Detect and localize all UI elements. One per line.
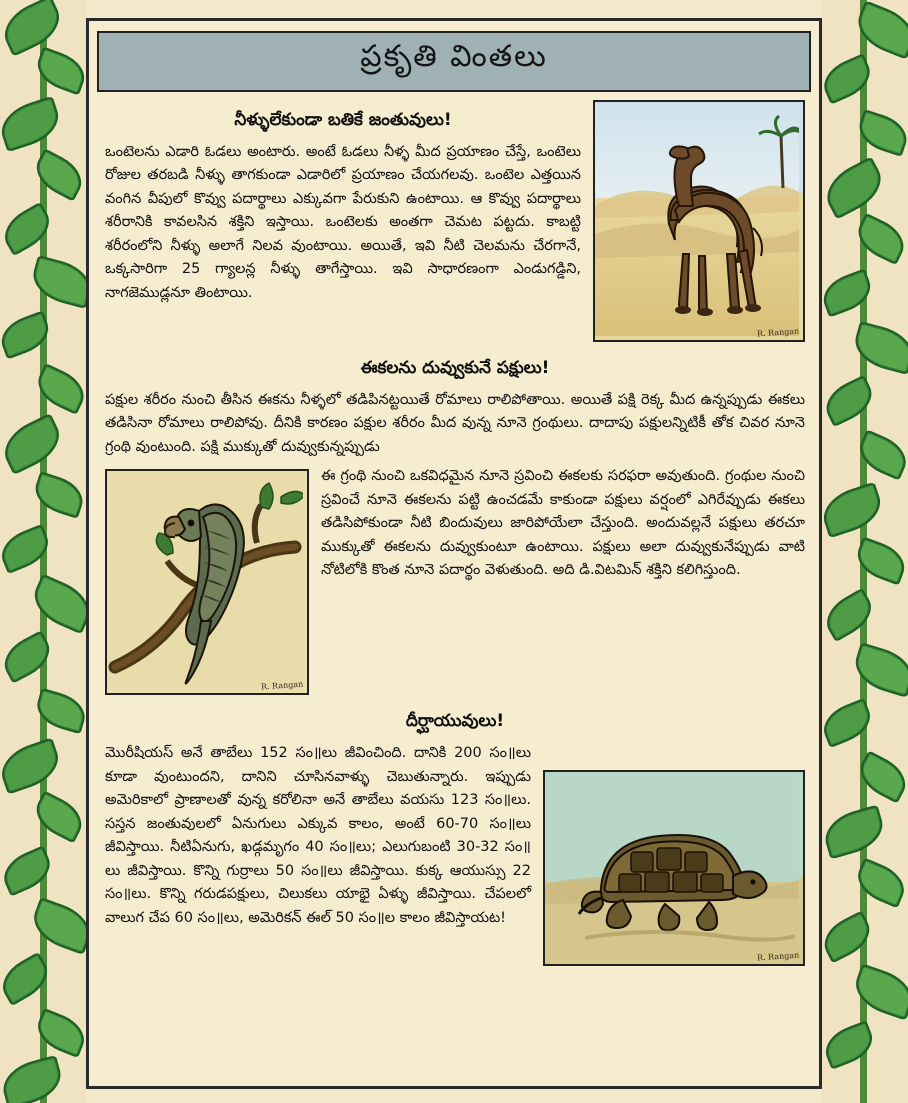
- artist-signature: R. Rangan: [756, 950, 800, 963]
- page-title: ప్రకృతి వింతలు: [360, 39, 548, 74]
- leaf-icon: [822, 375, 879, 427]
- tortoise-drawing: [545, 772, 799, 960]
- leaf-icon: [27, 897, 86, 955]
- leaf-icon: [0, 96, 65, 153]
- section-paragraph-2a: పక్షుల శరీరం నుంచి తీసిన ఈకను నీళ్ళలో తడిపినట్టయితే రోమాలు రాలిపోతాయి. అయితే పక్షి రెక్క మీద ఉన్నప్పుడు ఈకలు తడిసినా రోమాలు రాలిపోవు. దీనికి కారణం పక్షుల శరీరం మీద వున్న నూనె గ్రంథులు. దాదాపు పక్షులన్నిటికీ తోక చివర నూనె గ్రంథి వుంటుంది. పక్షి ముక్కుతో దువ్వుకున్నప్పుడు: [105, 392, 805, 455]
- section-paragraph-1: ఒంటెలను ఎడారి ఓడలు అంటారు. అంటే ఓడలు నీళ్ళ మీద ప్రయాణం చేస్తే, ఒంటెలు రోజుల తరబడి నీళ్ళు తాగకుండా ఎడారిలో ప్రయాణం చేయగలవు. ఒంటెల ఎత్తయిన వంగిన వీపులో కొవ్వు పదార్థాలు ఎక్కువగా పేరుకుని ఉంటాయి. ఆ కొవ్వు పదార్థాలు శరీరానికి కావలసిన శక్తిని ఇస్తాయి. ఒంటెలకు అంతగా చెమట పట్టదు. కాబట్టి శరీరంలోని నీళ్ళు అలాగే నిలవ వుంటాయి. అయితే, ఇవి నీటి చెలమను చేరగానే, ఒక్కసారిగా 25 గ్యాలన్ల నీళ్ళు తాగేస్తాయి. ఇవి సాధారణంగా ఎండుగడ్డిని, నాగజెముడ్లనూ తింటాయి.: [105, 144, 581, 301]
- right-vine-border: [822, 0, 908, 1103]
- leaf-icon: [822, 53, 877, 104]
- section-heading-1: నీళ్ళులేకుండా బతికే జంతువులు!: [234, 110, 452, 130]
- leaf-icon: [0, 1055, 66, 1103]
- leaf-icon: [0, 737, 65, 794]
- artist-signature: R. Rangan: [756, 326, 800, 339]
- parrot-drawing: [107, 471, 303, 689]
- leaf-icon: [29, 148, 86, 201]
- leaf-icon: [822, 911, 877, 964]
- leaf-icon: [0, 413, 68, 475]
- leaf-icon: [822, 805, 888, 860]
- leaf-icon: [822, 268, 876, 317]
- leaf-icon: [28, 255, 86, 309]
- section-heading-3: దీర్ఘాయువులు!: [405, 711, 505, 732]
- leaf-icon: [0, 0, 68, 57]
- leaf-icon: [822, 698, 877, 748]
- tortoise-illustration: [543, 770, 805, 966]
- leaf-icon: [822, 482, 887, 539]
- leaf-icon: [0, 630, 57, 683]
- article-text-column: [89, 96, 819, 972]
- leaf-icon: [29, 791, 86, 844]
- leaf-icon: [822, 1020, 878, 1070]
- artist-signature: R. Rangan: [260, 679, 304, 692]
- article-body: [86, 18, 822, 1089]
- leaf-icon: [26, 574, 86, 635]
- leaf-icon: [849, 642, 908, 698]
- leaf-icon: [0, 845, 57, 896]
- leaf-icon: [0, 202, 57, 256]
- leaf-icon: [850, 321, 908, 375]
- leaf-icon: [30, 471, 86, 519]
- camel-drawing: [595, 102, 799, 336]
- left-vine-border: [0, 0, 86, 1103]
- leaf-icon: [822, 156, 890, 219]
- section-heading-2: ఈకలను దువ్వుకునే పక్షులు!: [360, 358, 550, 378]
- article-banner: [97, 31, 811, 92]
- section-paragraph-2b: ఈ గ్రంథి నుంచి ఒకవిధమైన నూనె స్రవించి ఈకలకు సరఫరా అవుతుంది. గ్రంథుల నుంచి స్రవించే నూనె ఈకలను పట్టి ఉంచడమే కాకుండా పక్షులు వర్షంలో ఎగిరేవ్పుడు ఈకలు తడిసిపోకుండా నీటి బిందువులు జారిపోయేలా చేస్తుంది. అందువల్లనే పక్షులు తరచూ ముక్కుతో ఈకలను దువ్వుకుంటూ ఉంటాయి. పక్షులు అలా దువ్వుకునేప్పుడు వాటి నోటిలోకి కొంత నూనె పదార్థం వెళుతుంది. అది డి.విటమిన్ శక్తిని కలిగిస్తుంది.: [321, 468, 805, 579]
- section-paragraph-3: మొరీషియస్ అనే తాబేలు 152 సం॥లు జీవించింది. దానికి 200 సం॥లు కూడా వుంటుందని, దానిని చూసినవాళ్ళు చెబుతున్నారు. ఇప్పుడు అమెరికాలో ప్రాణాలతో వున్న కరోలినా అనే తాబేలు వయసు 123 సం॥లు. సస్తన జంతువులలో ఏనుగులు ఎక్కువ కాలం, అంటే 60-70 సం॥లు జీవిస్తాయి. నీటిఏనుగు, ఖడ్గమృగం 40 సం॥లు; ఎలుగుబంటి 30-32 సం॥లు జీవిస్తాయి. కొన్ని గుర్రాలు 50 సం॥లు జీవిస్తాయి. కుక్క ఆయుస్సు 22 సం॥లు. కొన్ని గరుడపక్షులు, చిలుకలు యాభై ఏళ్ళు జీవిస్తాయి. చేపలలో వాలుగ చేప 60 సం॥లు, అమెరికన్ ఈల్ 50 సం॥ల కాలం జీవిస్తాయట!: [105, 745, 531, 926]
- camel-illustration: [593, 100, 805, 342]
- leaf-icon: [822, 588, 879, 642]
- leaf-icon: [849, 963, 908, 1020]
- parrot-illustration: [105, 469, 309, 695]
